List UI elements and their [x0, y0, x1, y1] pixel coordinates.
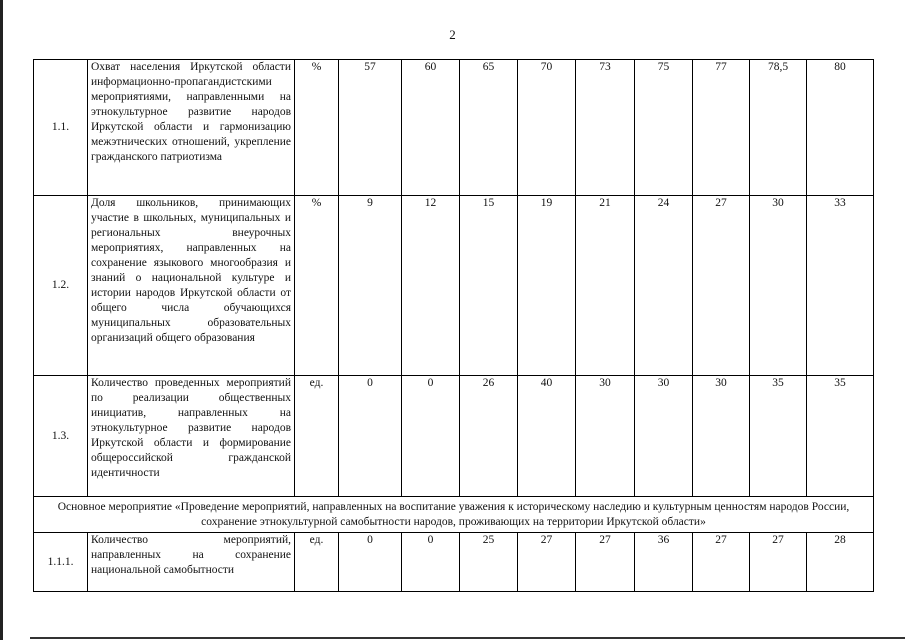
indicator-name: Доля школьников, принимающих участие в школьных, муниципальных и региональных внеурочных мероприятиях, направленных на сохранение языкового многообразия и знаний о национальной культуре и истории народов Иркутской области от общего числа обучающихся муниципальных образовательных организаций общего образования — [88, 196, 295, 376]
value-cell: 77 — [693, 60, 750, 196]
value-cell: 35 — [807, 376, 874, 497]
indicator-name: Количество мероприятий, направленных на сохранение национальной самобытности — [88, 533, 295, 592]
value-cell: 70 — [518, 60, 576, 196]
value-cell: 9 — [339, 196, 402, 376]
section-row — [34, 497, 874, 533]
value-cell: 12 — [402, 196, 460, 376]
value-cell: 30 — [750, 196, 807, 376]
row-number: 1.1. — [34, 60, 88, 196]
value-cell: 19 — [518, 196, 576, 376]
value-cell: 30 — [576, 376, 635, 497]
table-row — [34, 376, 874, 497]
value-cell: 15 — [460, 196, 518, 376]
value-cell: 27 — [750, 533, 807, 592]
table-row — [34, 533, 874, 592]
value-cell: 25 — [460, 533, 518, 592]
indicator-name: Охват населения Иркутской области информационно-пропагандистскими мероприятиями, направленными на этнокультурное развитие народов Иркутской области и гармонизацию межэтнических отношений, укрепление гражданского патриотизма — [88, 60, 295, 196]
value-cell: 0 — [339, 376, 402, 497]
scan-edge-bottom — [30, 637, 905, 639]
value-cell: 30 — [693, 376, 750, 497]
table-row — [34, 60, 874, 196]
value-cell: 73 — [576, 60, 635, 196]
value-cell: 24 — [635, 196, 693, 376]
unit-cell: ед. — [295, 533, 339, 592]
value-cell: 75 — [635, 60, 693, 196]
value-cell: 26 — [460, 376, 518, 497]
value-cell: 27 — [693, 196, 750, 376]
value-cell: 0 — [402, 376, 460, 497]
row-number: 1.2. — [34, 196, 88, 376]
value-cell: 27 — [576, 533, 635, 592]
value-cell: 36 — [635, 533, 693, 592]
value-cell: 0 — [402, 533, 460, 592]
value-cell: 80 — [807, 60, 874, 196]
table-row — [34, 196, 874, 376]
indicator-name: Количество проведенных мероприятий по реализации общественных инициатив, направленных на этнокультурное развитие народов Иркутской области и формирование общероссийской гражданской идентичности — [88, 376, 295, 497]
scan-edge-left — [0, 0, 3, 640]
value-cell: 78,5 — [750, 60, 807, 196]
value-cell: 0 — [339, 533, 402, 592]
row-number: 1.3. — [34, 376, 88, 497]
unit-cell: ед. — [295, 376, 339, 497]
page-number: 2 — [449, 27, 456, 42]
value-cell: 21 — [576, 196, 635, 376]
value-cell: 30 — [635, 376, 693, 497]
unit-cell: % — [295, 60, 339, 196]
value-cell: 35 — [750, 376, 807, 497]
value-cell: 33 — [807, 196, 874, 376]
unit-cell: % — [295, 196, 339, 376]
value-cell: 27 — [693, 533, 750, 592]
indicators-table — [33, 59, 874, 592]
value-cell: 65 — [460, 60, 518, 196]
value-cell: 57 — [339, 60, 402, 196]
value-cell: 60 — [402, 60, 460, 196]
value-cell: 27 — [518, 533, 576, 592]
section-heading: Основное мероприятие «Проведение мероприятий, направленных на воспитание уважения к историческому наследию и культурным ценностям народов России, сохранение этнокультурной самобытности народов, проживающих на территории Иркутской области» — [34, 497, 874, 533]
row-number: 1.1.1. — [34, 533, 88, 592]
value-cell: 40 — [518, 376, 576, 497]
value-cell: 28 — [807, 533, 874, 592]
